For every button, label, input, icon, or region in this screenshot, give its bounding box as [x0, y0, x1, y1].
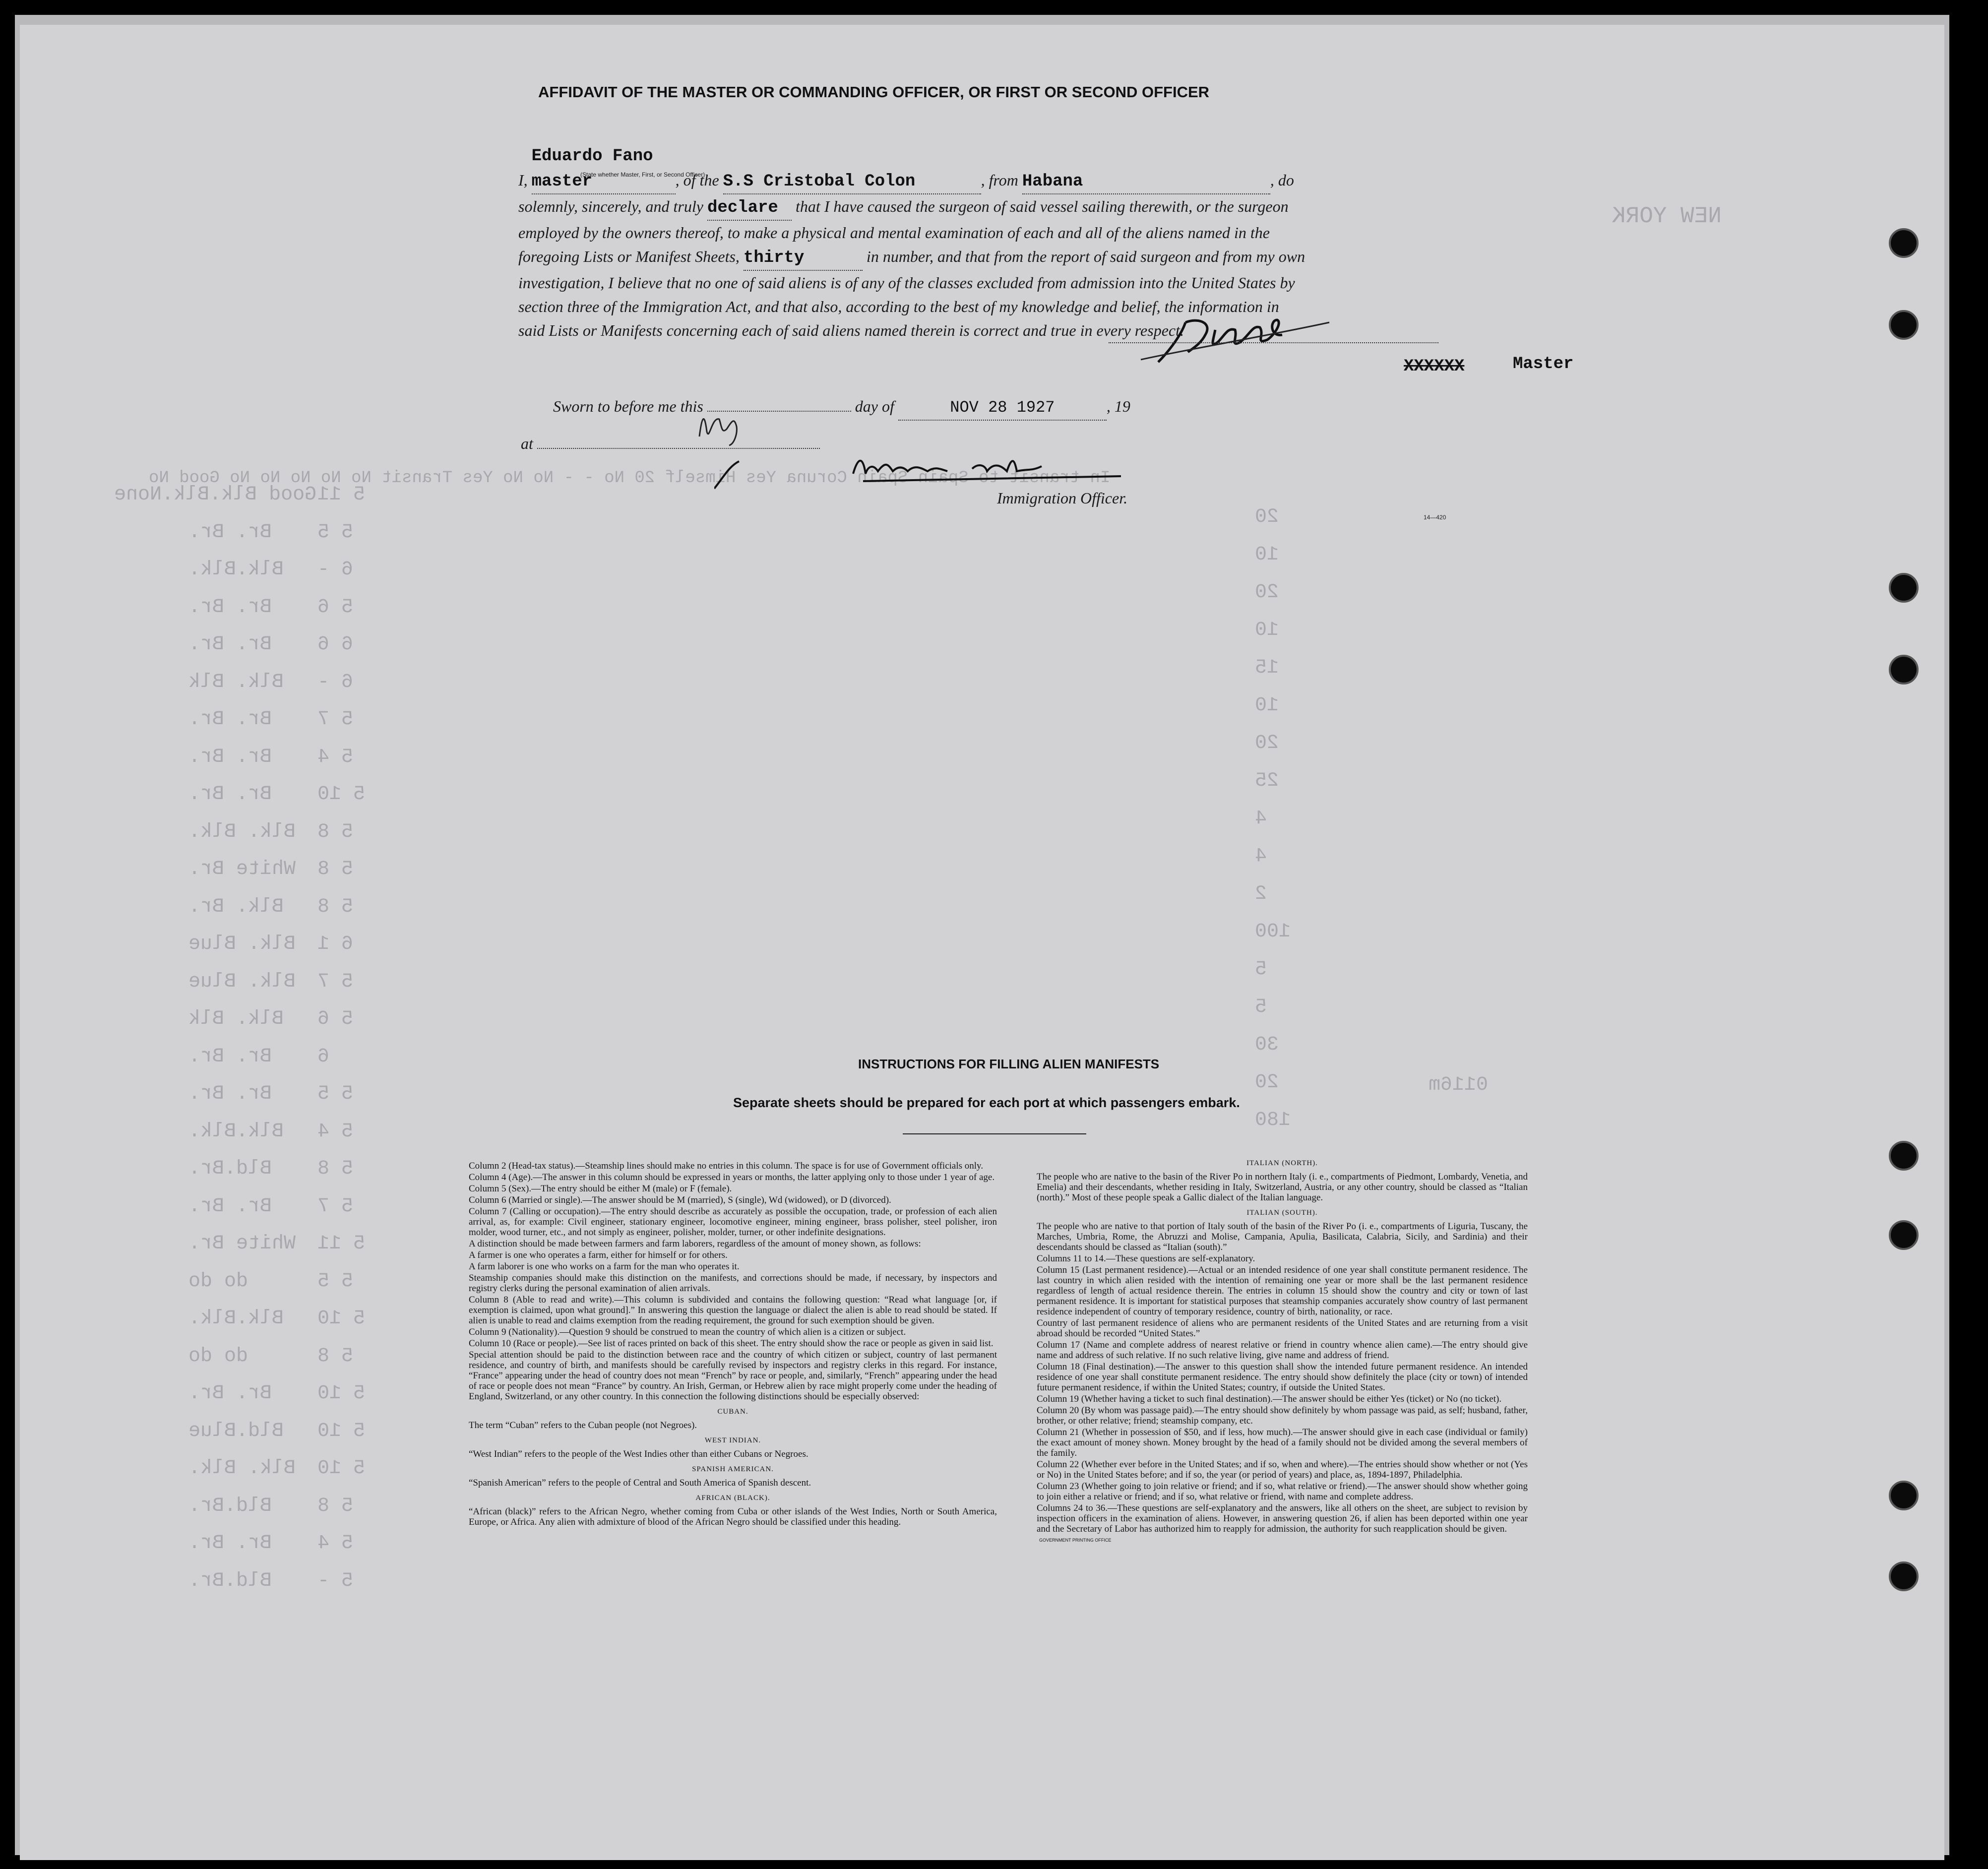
bleed-age: 20	[1255, 732, 1279, 754]
punch-hole	[1889, 310, 1919, 340]
instruction-paragraph: Column 7 (Calling or occupation).—The entry should describe as accurately as possible the occupation, trade, or profession of each alien arrival, as, for example: Civil engineer, stationary engineer, locomotive engineer, mining engineer, brass polisher, steel polisher, iron molder, wood turner, etc., and not simply as engineer, polisher, molder, turner, or other indefinite designations.	[469, 1206, 997, 1238]
bleed-complexion: Blk. Blue	[188, 970, 296, 993]
bleed-height: 5 7	[317, 708, 354, 731]
bleed-complexion: Blk.Blk.	[188, 1120, 284, 1143]
instructions-left-column	[469, 1161, 997, 1528]
rank-note: (State whether Master, First, or Second Officer)	[580, 171, 705, 178]
affidavit-line-1: I, Eduardo Fano master , of the S.S Cristobal Colon , from Habana , do	[518, 143, 1476, 194]
instruction-paragraph: A distinction should be made between farmers and farm laborers, regardless of the amount of money shown, as follows:	[469, 1239, 921, 1249]
bleed-complexion: Br. Br.	[188, 1532, 272, 1555]
instruction-paragraph: Column 19 (Whether having a ticket to such final destination).—The answer should be either Yes (ticket) or No (no ticket).	[1037, 1394, 1502, 1404]
punch-hole	[1889, 1141, 1919, 1171]
instruction-paragraph: Column 21 (Whether in possession of $50, and if less, how much).—The answer should give in each case (individual or family) the exact amount of money shown. Money brought by the head of a family should not be divided among the several members of the family.	[1037, 1427, 1528, 1458]
cuban-heading: CUBAN.	[717, 1408, 748, 1416]
instruction-paragraph: Column 23 (Whether going to join relative or friend; and if so, what relative or friend).—The answer should show whether going to join either a relative or friend; and if so, what relative or friend, with name and complete address.	[1037, 1481, 1528, 1502]
bleed-complexion: Blk.Blk.	[188, 559, 284, 581]
italian-north-text: The people who are native to the basin of the River Po in northern Italy (i. e., compartments of Piedmont, Lombardy, Venetia, and Emelia) and their descendants, whether residing in Italy, Switzerland, Austria, or any other country, should be classed as “Italian (north).” Most of these people speak a Gallic dialect of the Italian language.	[1037, 1172, 1528, 1203]
instruction-paragraph: Columns 24 to 36.—These questions are self-explanatory and the answers, like all others on the sheet, are subject to revision by inspection officers in the examination of aliens. However, in answering question 26, if alien has been deported within one year and the Secretary of Labor has authorized him to reapply for admission, the authority for such reapplication should be given.	[1037, 1503, 1528, 1534]
instruction-paragraph: Column 20 (By whom was passage paid).—The entry should show definitely by whom passage was paid, as self; husband, father, brother, or other relative; friend; steamship company, etc.	[1037, 1405, 1528, 1426]
instruction-paragraph: Column 18 (Final destination).—The answer to this question shall show the intended future permanent residence. An intended residence of one year shall constitute permanent residence. The entry should show definitely the place (city or town) of intended future permanent residence, if within the United States; country, if outside the United States.	[1037, 1362, 1528, 1393]
bleed-complexion: Blk.Blk.	[188, 1308, 284, 1330]
punch-hole	[1889, 573, 1919, 603]
african-heading: AFRICAN (BLACK).	[695, 1494, 770, 1502]
bleed-top-row: In transit to Spain Spain Coruna Yes Himself 20 No - - No No Yes Transit No No No No No Good No	[149, 469, 1111, 488]
affidavit-line-4: foregoing Lists or Manifest Sheets, thirty in number, and that from the report of said surgeon and from my own	[518, 245, 1476, 271]
bleed-age: 5	[1255, 958, 1267, 981]
signer-title: Master	[1513, 355, 1574, 374]
bleed-complexion: Bld.Br.	[188, 1569, 272, 1592]
bleed-height: 5 8	[317, 1345, 354, 1368]
bleed-age: 4	[1255, 808, 1267, 830]
bleed-age: 30	[1255, 1034, 1279, 1056]
bleed-height: 5 8	[317, 1158, 354, 1180]
bleed-age: 10	[1255, 694, 1279, 717]
divider	[903, 1133, 1086, 1134]
bleed-complexion: White Br.	[188, 1233, 296, 1255]
instruction-paragraph: Steamship companies should make this distinction on the manifests, and corrections should be made, if necessary, by inspectors and registry clerks during the personal examination of alien arrivals.	[469, 1273, 997, 1294]
african-text: “African (black)” refers to the African Negro, whether coming from Cuba or other islands of the West Indies, North or South America, Europe, or Africa. Any alien with admixture of blood of the African Negro should be classified under this heading.	[469, 1506, 997, 1527]
departure-port: Habana	[1022, 172, 1083, 191]
instruction-paragraph: Column 22 (Whether ever before in the United States; and if so, when and where).—The entries should show whether or not (Yes or No) in the United States before; and if so, the year (or period of years) and place, as, 1894-1897, Philadelphia.	[1037, 1459, 1528, 1480]
at-line: at	[521, 432, 918, 455]
form-number: 14—420	[1424, 514, 1446, 521]
punch-hole	[1889, 228, 1919, 258]
bleed-complexion: Br. Br.	[188, 783, 272, 806]
bleed-height: 5 11	[317, 1233, 366, 1255]
instruction-paragraph: Column 9 (Nationality).—Question 9 should be construed to mean the country of which alien is a citizen or subject.	[469, 1327, 906, 1337]
bleed-height: 5 6	[317, 596, 354, 619]
bleed-height: 6 -	[317, 671, 354, 693]
bleed-complexion: Br. Br.	[188, 1195, 272, 1218]
bleed-complexion: Bld.Blue	[188, 1420, 284, 1442]
bleed-complexion: Br. Br.	[188, 1083, 272, 1105]
affidavit-line-2: solemnly, sincerely, and truly declare that I have caused the surgeon of said vessel sailing therewith, or the surgeon	[518, 194, 1476, 221]
bleed-complexion: Br. Br.	[188, 521, 272, 544]
struck-title: XXXXXX	[1404, 357, 1465, 376]
bleed-height: 5 7	[317, 970, 354, 993]
bleed-age: 20	[1255, 506, 1279, 528]
instructions-title: INSTRUCTIONS FOR FILLING ALIEN MANIFESTS	[858, 1057, 1160, 1071]
bleed-height: 5 8	[317, 895, 354, 918]
bleed-age: 20	[1255, 1071, 1279, 1094]
bleed-height: 5 10	[317, 1382, 366, 1405]
affidavit-line-5: investigation, I believe that no one of said aliens is of any of the classes excluded from admission into the United States by	[518, 274, 1295, 292]
master-name: Eduardo Fano	[531, 147, 653, 166]
bleed-height: 5 4	[317, 1120, 354, 1143]
bleed-age: 4	[1255, 845, 1267, 868]
bleed-age: 2	[1255, 883, 1267, 905]
bleed-height: 5 5	[317, 521, 354, 544]
west-indian-heading: WEST INDIAN.	[704, 1436, 761, 1444]
spanish-american-heading: SPANISH AMERICAN.	[692, 1465, 774, 1473]
declare-word: declare	[707, 198, 778, 217]
bleed-age: 180	[1255, 1109, 1291, 1131]
ship-name: S.S Cristobal Colon	[723, 172, 916, 191]
punch-hole	[1889, 1481, 1919, 1510]
date-stamp: NOV 28 1927	[950, 398, 1055, 417]
bleed-complexion: Blk. Blk.	[188, 820, 296, 843]
bleed-complexion: Br. Br.	[188, 708, 272, 731]
affidavit-title: AFFIDAVIT OF THE MASTER OR COMMANDING OFFICER, OR FIRST OR SECOND OFFICER	[538, 83, 1210, 101]
affidavit-line-3: employed by the owners thereof, to make a physical and mental examination of each and all of the aliens named in the	[518, 224, 1270, 242]
bleed-height: 6	[317, 1045, 330, 1068]
bleed-age: 25	[1255, 770, 1279, 792]
bleed-age: 5	[1255, 996, 1267, 1018]
bleed-age: 100	[1255, 921, 1291, 943]
instruction-paragraph: A farmer is one who operates a farm, either for himself or for others.	[469, 1250, 728, 1260]
bleed-number: 0116m	[1429, 1074, 1489, 1096]
bleed-complexion: Br. Br.	[188, 1045, 272, 1068]
bleed-height: 5 10	[317, 1308, 366, 1330]
cuban-text: The term “Cuban” refers to the Cuban people (not Negroes).	[469, 1420, 697, 1431]
bleed-complexion: Br. Br.	[188, 596, 272, 619]
bleed-height: 5 8	[317, 1495, 354, 1517]
italian-north-heading: ITALIAN (NORTH).	[1246, 1159, 1318, 1167]
instruction-paragraph: Column 8 (Able to read and write).—This column is subdivided and contains the following question: “Read what language [or, if exemption is claimed, upon what ground].” In answering this question the language or dialect the alien is able to read should be stated. If alien is unable to read and claims exemption from the reading requirement, the ground for such exemption should be given.	[469, 1295, 997, 1326]
bleed-height: 5 10	[317, 1457, 366, 1480]
bleed-height: 5 4	[317, 1532, 354, 1555]
italian-south-heading: ITALIAN (SOUTH).	[1246, 1209, 1318, 1217]
bleed-complexion: Blk. Blk	[188, 1008, 284, 1030]
printer-line: GOVERNMENT PRINTING OFFICE	[1039, 1538, 1112, 1543]
sworn-line: Sworn to before me this day of NOV 28 1927 , 19	[553, 394, 1247, 421]
instruction-paragraph: Column 5 (Sex).—The entry should be either M (male) or F (female).	[469, 1184, 732, 1194]
bleed-height: 5 8	[317, 858, 354, 880]
punch-hole	[1889, 1561, 1919, 1591]
instructions-right-column	[1037, 1153, 1528, 1546]
bleed-age: 10	[1255, 544, 1279, 566]
bleed-complexion: Blk. Blk	[188, 671, 284, 693]
bleed-height: 6 -	[317, 559, 354, 581]
bleed-complexion: do do	[188, 1345, 248, 1368]
bleed-complexion: White Br.	[188, 858, 296, 880]
bleed-complexion: Bld.Br.	[188, 1495, 272, 1517]
bleed-height: 5 -	[317, 1569, 354, 1592]
bleed-age: 10	[1255, 619, 1279, 641]
bleed-complexion: Br. Br.	[188, 746, 272, 768]
bleed-height: 5 6	[317, 1008, 354, 1030]
spanish-american-text: “Spanish American” refers to the people of Central and South America of Spanish descent.	[469, 1478, 811, 1488]
bleed-complexion: Blk. Br.	[188, 895, 284, 918]
instruction-paragraph: Column 6 (Married or single).—The answer should be M (married), S (single), Wd (widowed), or D (divorced).	[469, 1195, 891, 1205]
bleed-height: 5 5	[317, 1083, 354, 1105]
bleed-height: 5 10	[317, 1420, 366, 1442]
instruction-paragraph: Column 17 (Name and complete address of nearest relative or friend in country whence alien came).—The entry should give name and address of such relative. If no such relative living, give name and address of friend.	[1037, 1340, 1528, 1361]
signature-line	[1109, 342, 1438, 343]
bleed-complexion: do do	[188, 1270, 248, 1293]
instruction-paragraph: Column 10 (Race or people).—See list of races printed on back of this sheet. The entry should show the race or people as given in said list.	[469, 1338, 994, 1349]
instruction-paragraph: A farm laborer is one who works on a farm for the man who operates it.	[469, 1261, 740, 1272]
at-initials	[692, 407, 751, 446]
master-rank: master	[531, 172, 593, 191]
alien-count: thirty	[743, 249, 805, 267]
bleed-complexion: Bld.Br.	[188, 1158, 272, 1180]
italian-south-text: The people who are native to that portion of Italy south of the basin of the River Po (i. e., compartments of Liguria, Tuscany, the Marches, Umbria, Rome, the Abruzzi and Molise, Campania, Apulia, Basilicata, Calabria, Sicily, and Sardinia) and their descendants should be classed as “Italian (south).”	[1037, 1221, 1528, 1252]
bleed-age: 20	[1255, 581, 1279, 604]
bleed-complexion: Blk. Blue	[188, 933, 296, 955]
bleed-height: 5 10	[317, 783, 366, 806]
officer-label: Immigration Officer.	[997, 489, 1128, 507]
bleed-complexion: Br. Br.	[188, 633, 272, 656]
bleed-complexion: Good Blk.Blk.None	[114, 484, 317, 506]
west-indian-text: “West Indian” refers to the people of the West Indies other than either Cubans or Negroes.	[469, 1449, 808, 1459]
instruction-paragraph: Columns 11 to 14.—These questions are self-explanatory.	[1037, 1253, 1255, 1264]
punch-hole	[1889, 655, 1919, 685]
punch-hole	[1889, 1220, 1919, 1250]
instruction-paragraph: Special attention should be paid to the distinction between race and the country of which citizen or subject, country of last permanent residence, and country of birth, and manifests should be carefully revised by inspectors and registry clerks in this regard. For instance, “France” appearing under the head of country does not mean “French” by race or people, and, similarly, “French” appearing under the head of race or people does not mean “France” by country. An Irish, German, or Hebrew alien by race might properly come under the heading of England, Switzerland, or any other country. In this connection the following distinctions should be especially observed:	[469, 1350, 997, 1402]
instruction-paragraph: Column 15 (Last permanent residence).—Actual or an intended residence of one year shall constitute permanent residence. The last country in which alien resided with the intention of remaining one year or more shall be the last permanent residence regardless of length of actual residence therein. The entries in column 15 should show the country and city or town of last permanent residence. It is important for statistical purposes that steamship companies accurately show country of last permanent residence independent of country of temporary residence, country of birth, nationality, or race.	[1037, 1265, 1528, 1317]
instruction-paragraph: Column 4 (Age).—The answer in this column should be expressed in years or months, the latter applying only to those under 1 year of age.	[469, 1172, 995, 1183]
bleed-complexion: Blk. Blk.	[188, 1457, 296, 1480]
instruction-paragraph: Country of last permanent residence of aliens who are permanent residents of the United States and are returning from a visit abroad should be recorded “United States.”	[1037, 1318, 1528, 1339]
bleed-age: 15	[1255, 657, 1279, 679]
bleed-height: 5 11	[317, 484, 366, 506]
bleed-height: 5 7	[317, 1195, 354, 1218]
affidavit-line-7: said Lists or Manifests concerning each of said aliens named therein is correct and true in every respect.	[518, 321, 1184, 339]
affidavit-line-6: section three of the Immigration Act, and that also, according to the best of my knowledge and belief, the information in	[518, 298, 1279, 315]
bleed-height: 6 1	[317, 933, 354, 955]
bleed-complexion: Br. Br.	[188, 1382, 272, 1405]
bleed-header: NEW YORK	[1612, 203, 1722, 229]
bleed-height: 5 4	[317, 746, 354, 768]
bleed-height: 5 5	[317, 1270, 354, 1293]
bleed-height: 6 6	[317, 633, 354, 656]
instruction-paragraph: Column 2 (Head-tax status).—Steamship lines should make no entries in this column. The space is for use of Government officials only.	[469, 1161, 984, 1171]
instructions-subtitle: Separate sheets should be prepared for each port at which passengers embark.	[733, 1095, 1240, 1110]
bleed-height: 5 8	[317, 820, 354, 843]
